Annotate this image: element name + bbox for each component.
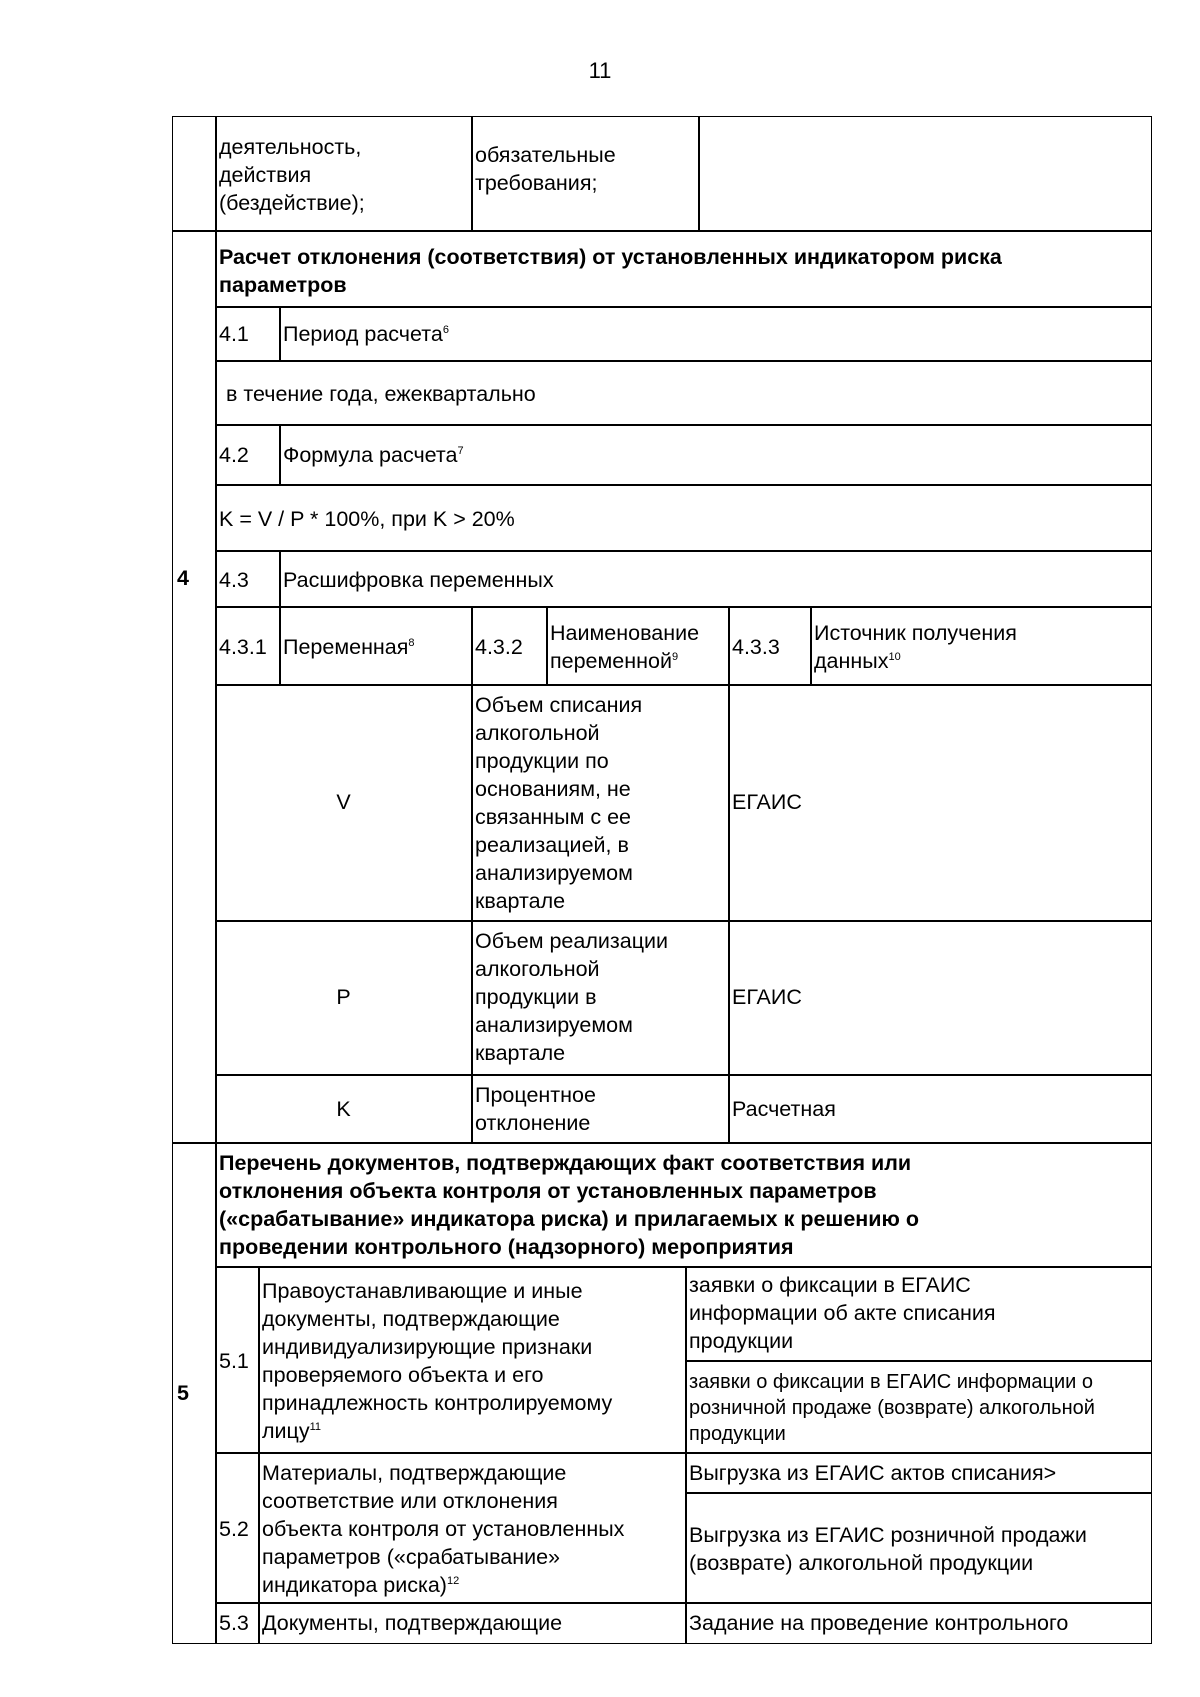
var-symbol: P [336,985,351,1009]
s51-label-cell: Правоустанавливающие и иные документы, подтверждающие индивидуализирующие признаки проверяемого объекта и его принадлежность контролируемому лицу$^{11}$ [258,1266,687,1454]
h-432-num: 4.3.2 [471,606,548,686]
h-433-num: 4.3.3 [728,606,812,686]
var-p-source: ЕГАИС [728,920,1152,1076]
s43-num-cell: 4.3 [215,550,281,608]
s53-num-cell: 5.3 [215,1602,260,1644]
var-symbol: V [336,790,351,814]
h-variable: Переменная$^8$ [279,606,473,686]
s52-label-cell: Материалы, подтверждающие соответствие или отклонения объекта контроля от установленных параметров («срабатывание» индикатора риска)$^{12}$ [258,1452,687,1604]
var-k-name: Процентное отклонение [471,1074,730,1144]
h-data-source: Источник получения данных$^{10}$ [810,606,1152,686]
s53-doc-cell: Задание на проведение контрольного [685,1602,1152,1644]
s42-label-cell: Формула расчета$^7$ [279,424,1152,486]
cell-empty [698,116,1152,232]
var-v-name: Объем списания алкогольной продукции по основаниям, не связанным с ее реализацией, в анализируемом квартале [471,684,730,922]
s52-doc1-cell: Выгрузка из ЕГАИС актов списания> [685,1452,1152,1494]
s41-num-cell: 4.1 [215,306,281,362]
section-4-number: 4 [177,566,189,590]
var-p-name: Объем реализации алкогольной продукции в анализируемом квартале [471,920,730,1076]
s53-label-cell: Документы, подтверждающие [258,1602,687,1644]
calc-formula: K = V / P * 100%, при K > 20% [215,484,1152,552]
var-v-cell [215,684,473,922]
section-5-number: 5 [177,1381,189,1405]
section-5-number-cell [172,1142,217,1644]
section-4-title: Расчет отклонения (соответствия) от установленных индикатором риска параметров [215,230,1152,308]
cell-activity: деятельность, действия (бездействие); [215,116,473,232]
var-v-source: ЕГАИС [728,684,1152,922]
s52-doc2-cell: Выгрузка из ЕГАИС розничной продажи (возврате) алкогольной продукции [685,1492,1152,1604]
s42-num-cell: 4.2 [215,424,281,486]
var-p-cell [215,920,473,1076]
s52-num-cell: 5.2 [215,1452,260,1604]
s51-num-cell: 5.1 [215,1266,260,1454]
cell-empty-num [172,116,217,232]
h-variable-name: Наименование переменной$^9$ [546,606,730,686]
s41-label-cell: Период расчета$^6$ [279,306,1152,362]
section-5-title: Перечень документов, подтверждающих факт соответствия или отклонения объекта контроля от установленных параметров («срабатывание» индикатора риска) и прилагаемых к решению о проведении контрольного (надзорного) мероприятия [215,1142,1152,1268]
var-k-source: Расчетная [728,1074,1152,1144]
s51-doc1-cell: заявки о фиксации в ЕГАИС информации об акте списания продукции [685,1266,1152,1362]
cell-requirements: обязательные требования; [471,116,700,232]
h-431-num: 4.3.1 [215,606,281,686]
s43-label-cell: Расшифровка переменных [279,550,1152,608]
var-symbol: K [336,1097,351,1121]
calc-period-value: в течение года, ежеквартально [215,360,1152,426]
s51-doc2-cell: заявки о фиксации в ЕГАИС информации о розничной продаже (возврате) алкогольной продукции [685,1360,1152,1454]
page-number: 11 [588,58,612,83]
section-4-number-cell [172,230,217,1144]
var-k-cell [215,1074,473,1144]
